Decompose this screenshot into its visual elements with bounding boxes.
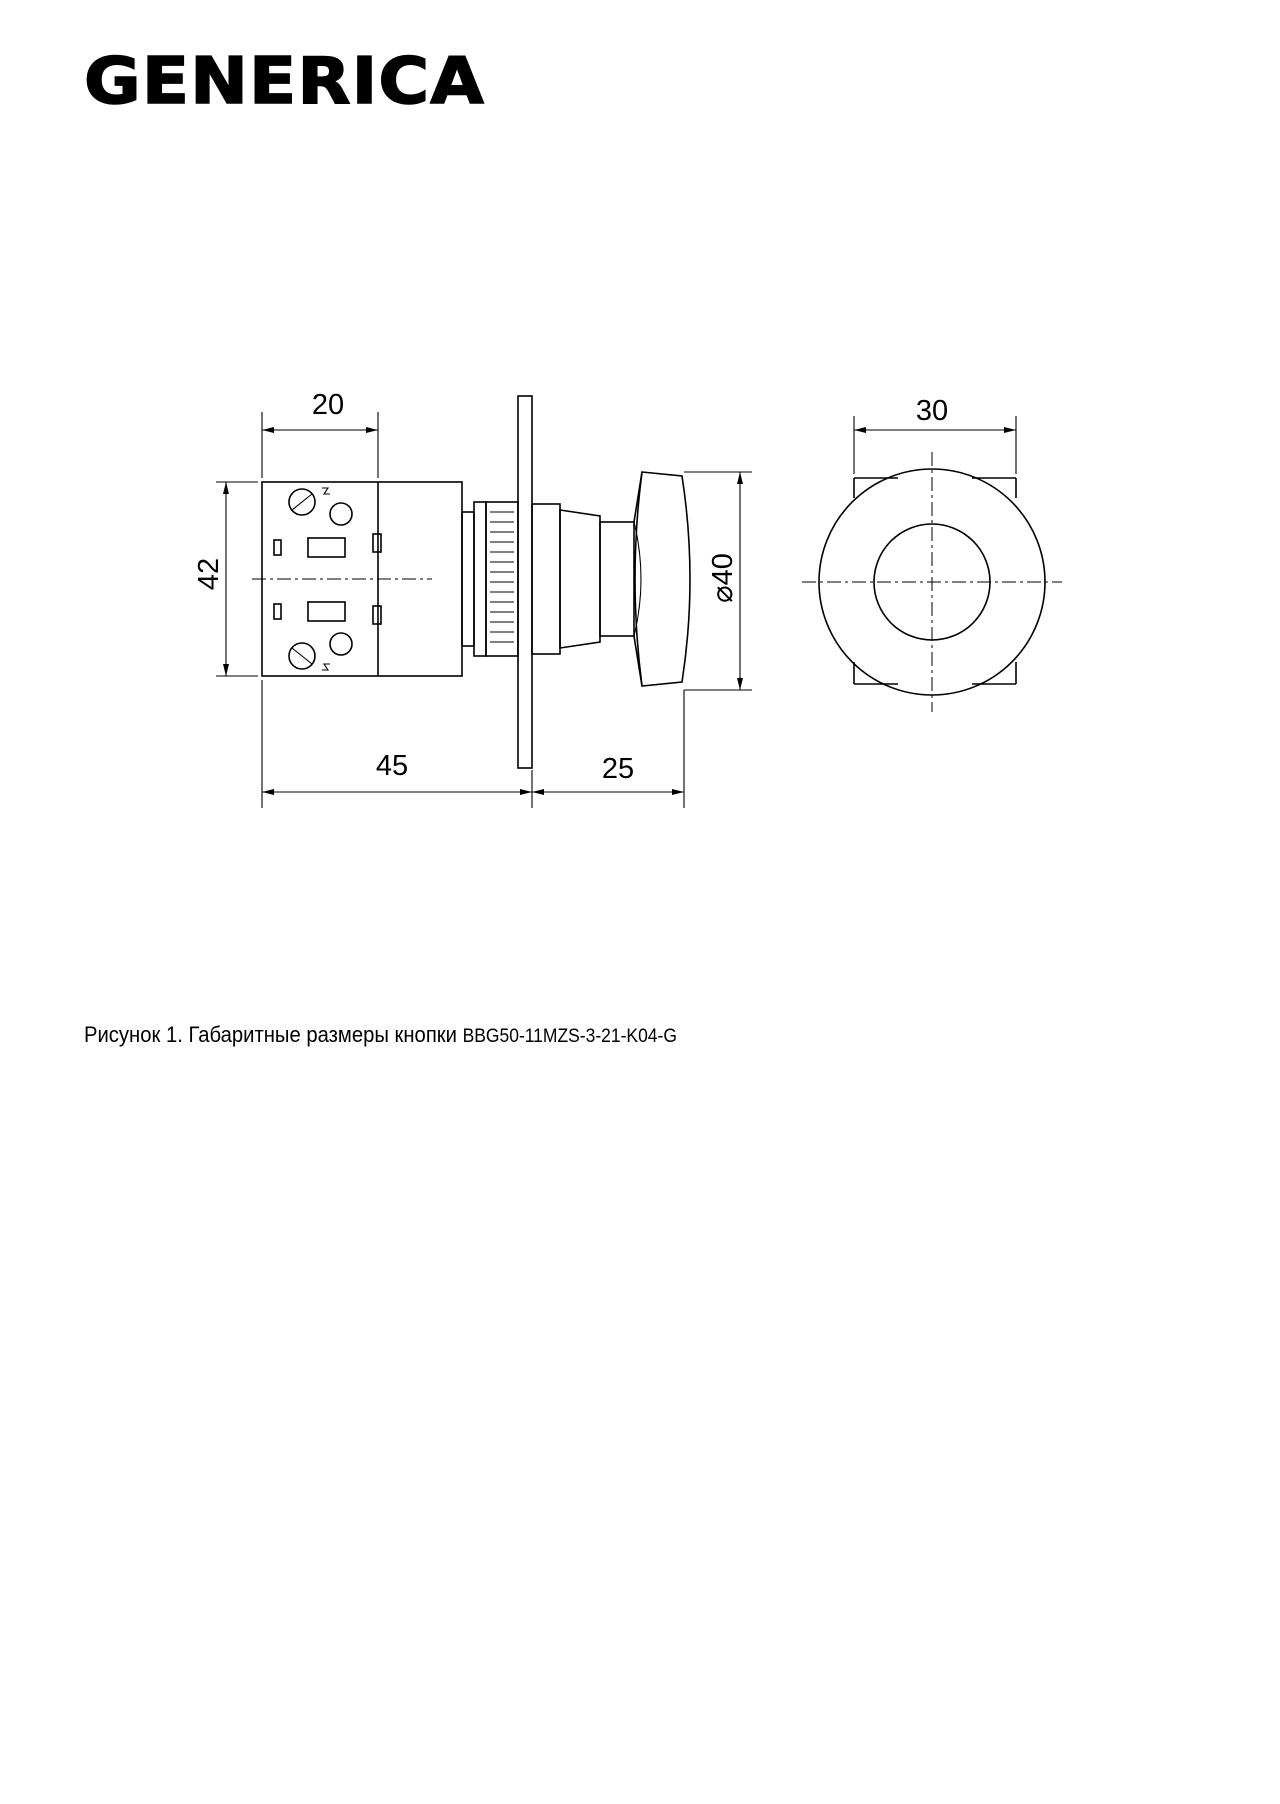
dim-label-20: 20 bbox=[311, 389, 345, 421]
brand-logo: GENERICA bbox=[84, 45, 485, 119]
dimension-head-length bbox=[532, 690, 684, 808]
dimension-body-length bbox=[262, 680, 532, 808]
dimension-front-width bbox=[854, 395, 1016, 474]
dim-label-45: 45 bbox=[375, 750, 409, 782]
dimension-height bbox=[193, 482, 258, 676]
dim-label-25: 25 bbox=[601, 753, 635, 785]
button-housing bbox=[532, 504, 634, 654]
side-view bbox=[193, 389, 752, 808]
dimension-top-width bbox=[262, 389, 378, 478]
mounting-panel bbox=[518, 396, 532, 768]
collar bbox=[462, 502, 518, 656]
dim-label-42: 42 bbox=[193, 557, 225, 591]
caption-model: BBG50-11MZS-3-21-K04-G bbox=[462, 1026, 677, 1047]
dimension-diameter bbox=[684, 472, 752, 690]
front-view bbox=[802, 395, 1062, 712]
caption-text: Рисунок 1. Габаритные размеры кнопки bbox=[84, 1022, 457, 1047]
dim-label-30: 30 bbox=[915, 395, 949, 427]
mushroom-head bbox=[634, 472, 690, 686]
dim-label-diameter-40: ⌀40 bbox=[707, 553, 739, 603]
figure-caption bbox=[84, 1022, 677, 1049]
